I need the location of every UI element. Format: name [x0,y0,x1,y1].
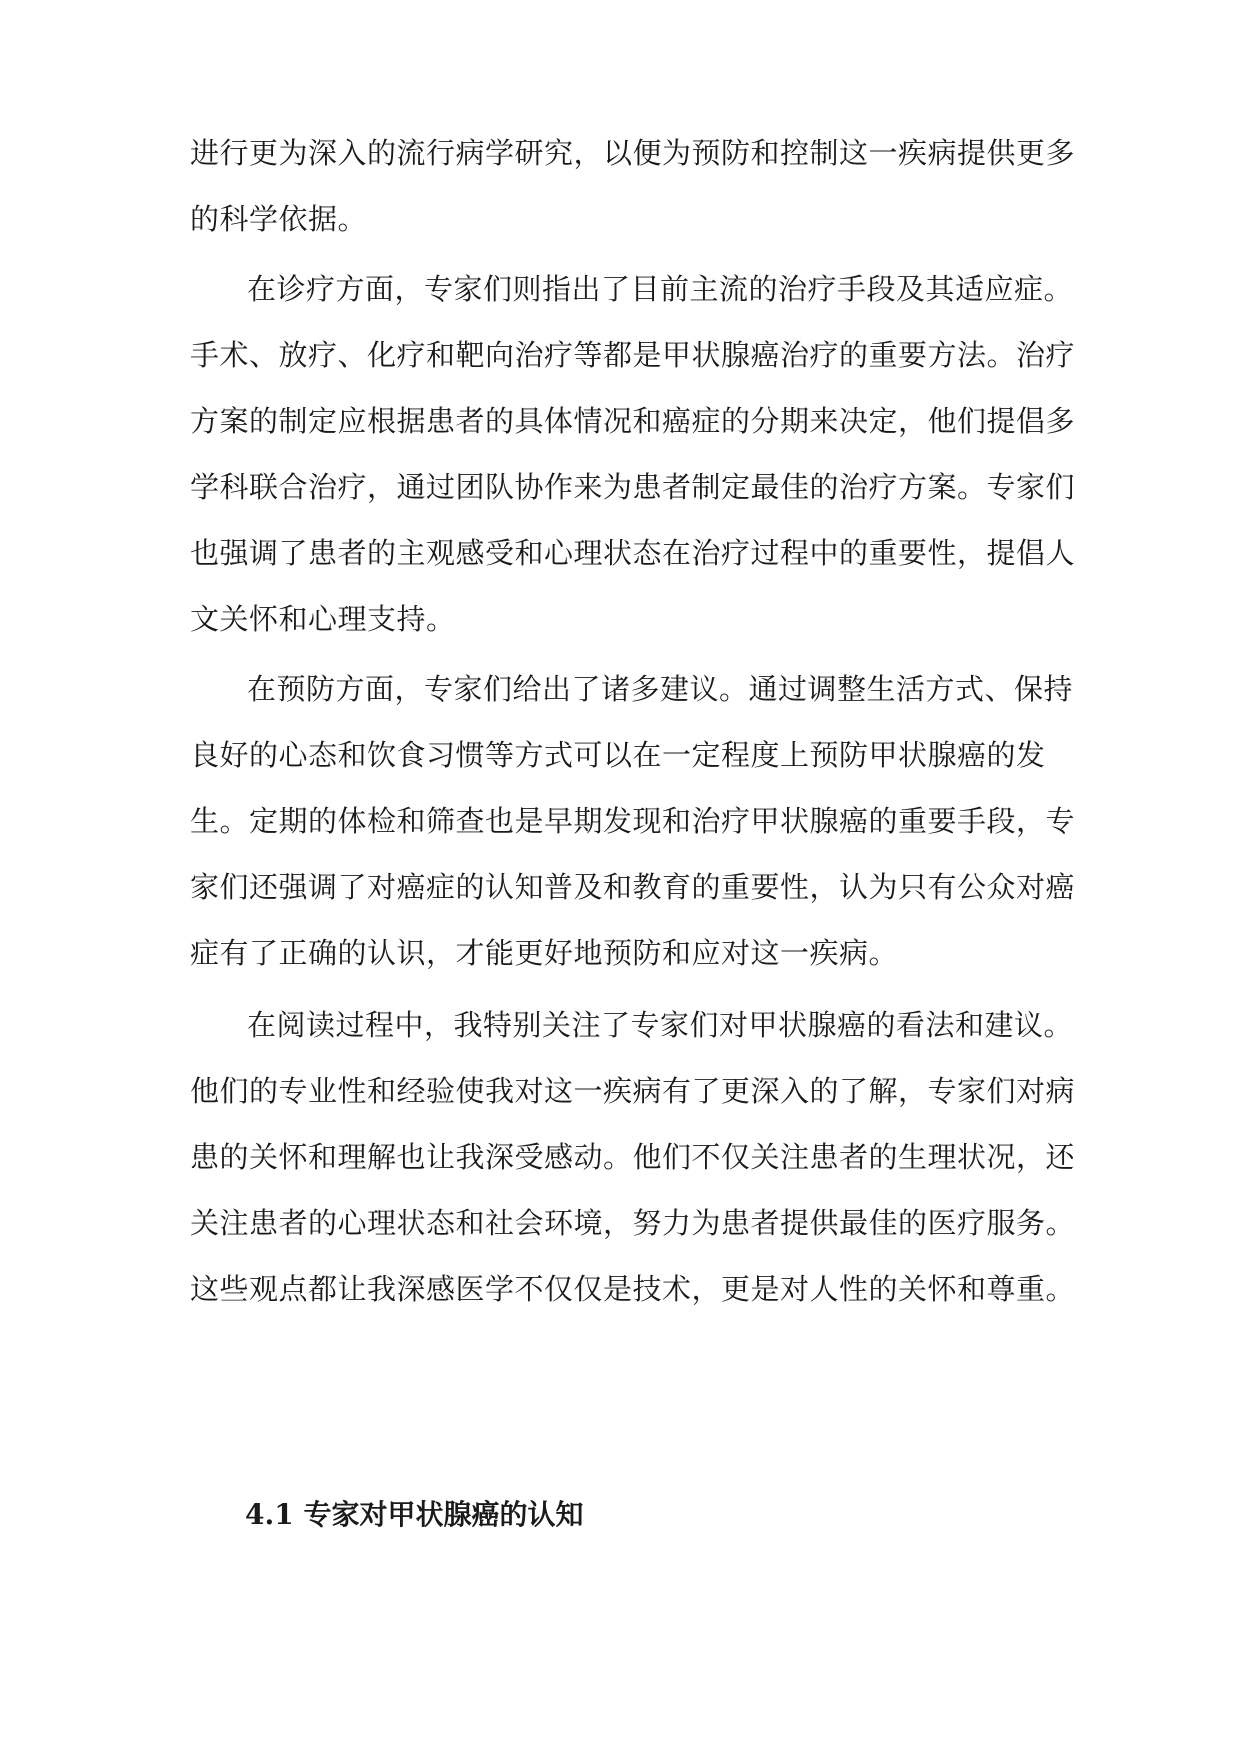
paragraph-line: 这些观点都让我深感医学不仅仅是技术，更是对人性的关怀和尊重。 [190,1272,1076,1306]
paragraph-line: 他们的专业性和经验使我对这一疾病有了更深入的了解，专家们对病 [190,1074,1076,1108]
paragraph-line: 手术、放疗、化疗和靶向治疗等都是甲状腺癌治疗的重要方法。治疗 [190,338,1076,372]
paragraph-line: 关注患者的心理状态和社会环境，努力为患者提供最佳的医疗服务。 [190,1206,1076,1240]
paragraph-line: 家们还强调了对癌症的认知普及和教育的重要性，认为只有公众对癌 [190,870,1076,904]
paragraph-line: 患的关怀和理解也让我深受感动。他们不仅关注患者的生理状况，还 [190,1140,1076,1174]
section-heading: 4.1 专家对甲状腺癌的认知 [245,1498,584,1531]
paragraph-line: 文关怀和心理支持。 [190,602,456,636]
paragraph-line: 在预防方面，专家们给出了诸多建议。通过调整生活方式、保持 [247,672,1074,706]
paragraph-line: 生。定期的体检和筛查也是早期发现和治疗甲状腺癌的重要手段，专 [190,804,1076,838]
paragraph-line: 的科学依据。 [190,202,368,236]
paragraph-line: 在阅读过程中，我特别关注了专家们对甲状腺癌的看法和建议。 [247,1008,1074,1042]
paragraph-1 [190,120,1076,252]
paragraph-line: 进行更为深入的流行病学研究，以便为预防和控制这一疾病提供更多 [190,136,1076,170]
paragraph-4 [190,992,1076,1322]
paragraph-3 [190,656,1076,986]
paragraph-line: 良好的心态和饮食习惯等方式可以在一定程度上预防甲状腺癌的发 [190,738,1046,772]
paragraph-line: 也强调了患者的主观感受和心理状态在治疗过程中的重要性，提倡人 [190,536,1076,570]
paragraph-line: 症有了正确的认识，才能更好地预防和应对这一疾病。 [190,936,899,970]
paragraph-2 [190,256,1076,652]
paragraph-line: 方案的制定应根据患者的具体情况和癌症的分期来决定，他们提倡多 [190,404,1076,438]
paragraph-line: 学科联合治疗，通过团队协作来为患者制定最佳的治疗方案。专家们 [190,470,1076,504]
paragraph-line: 在诊疗方面，专家们则指出了目前主流的治疗手段及其适应症。 [247,272,1074,306]
